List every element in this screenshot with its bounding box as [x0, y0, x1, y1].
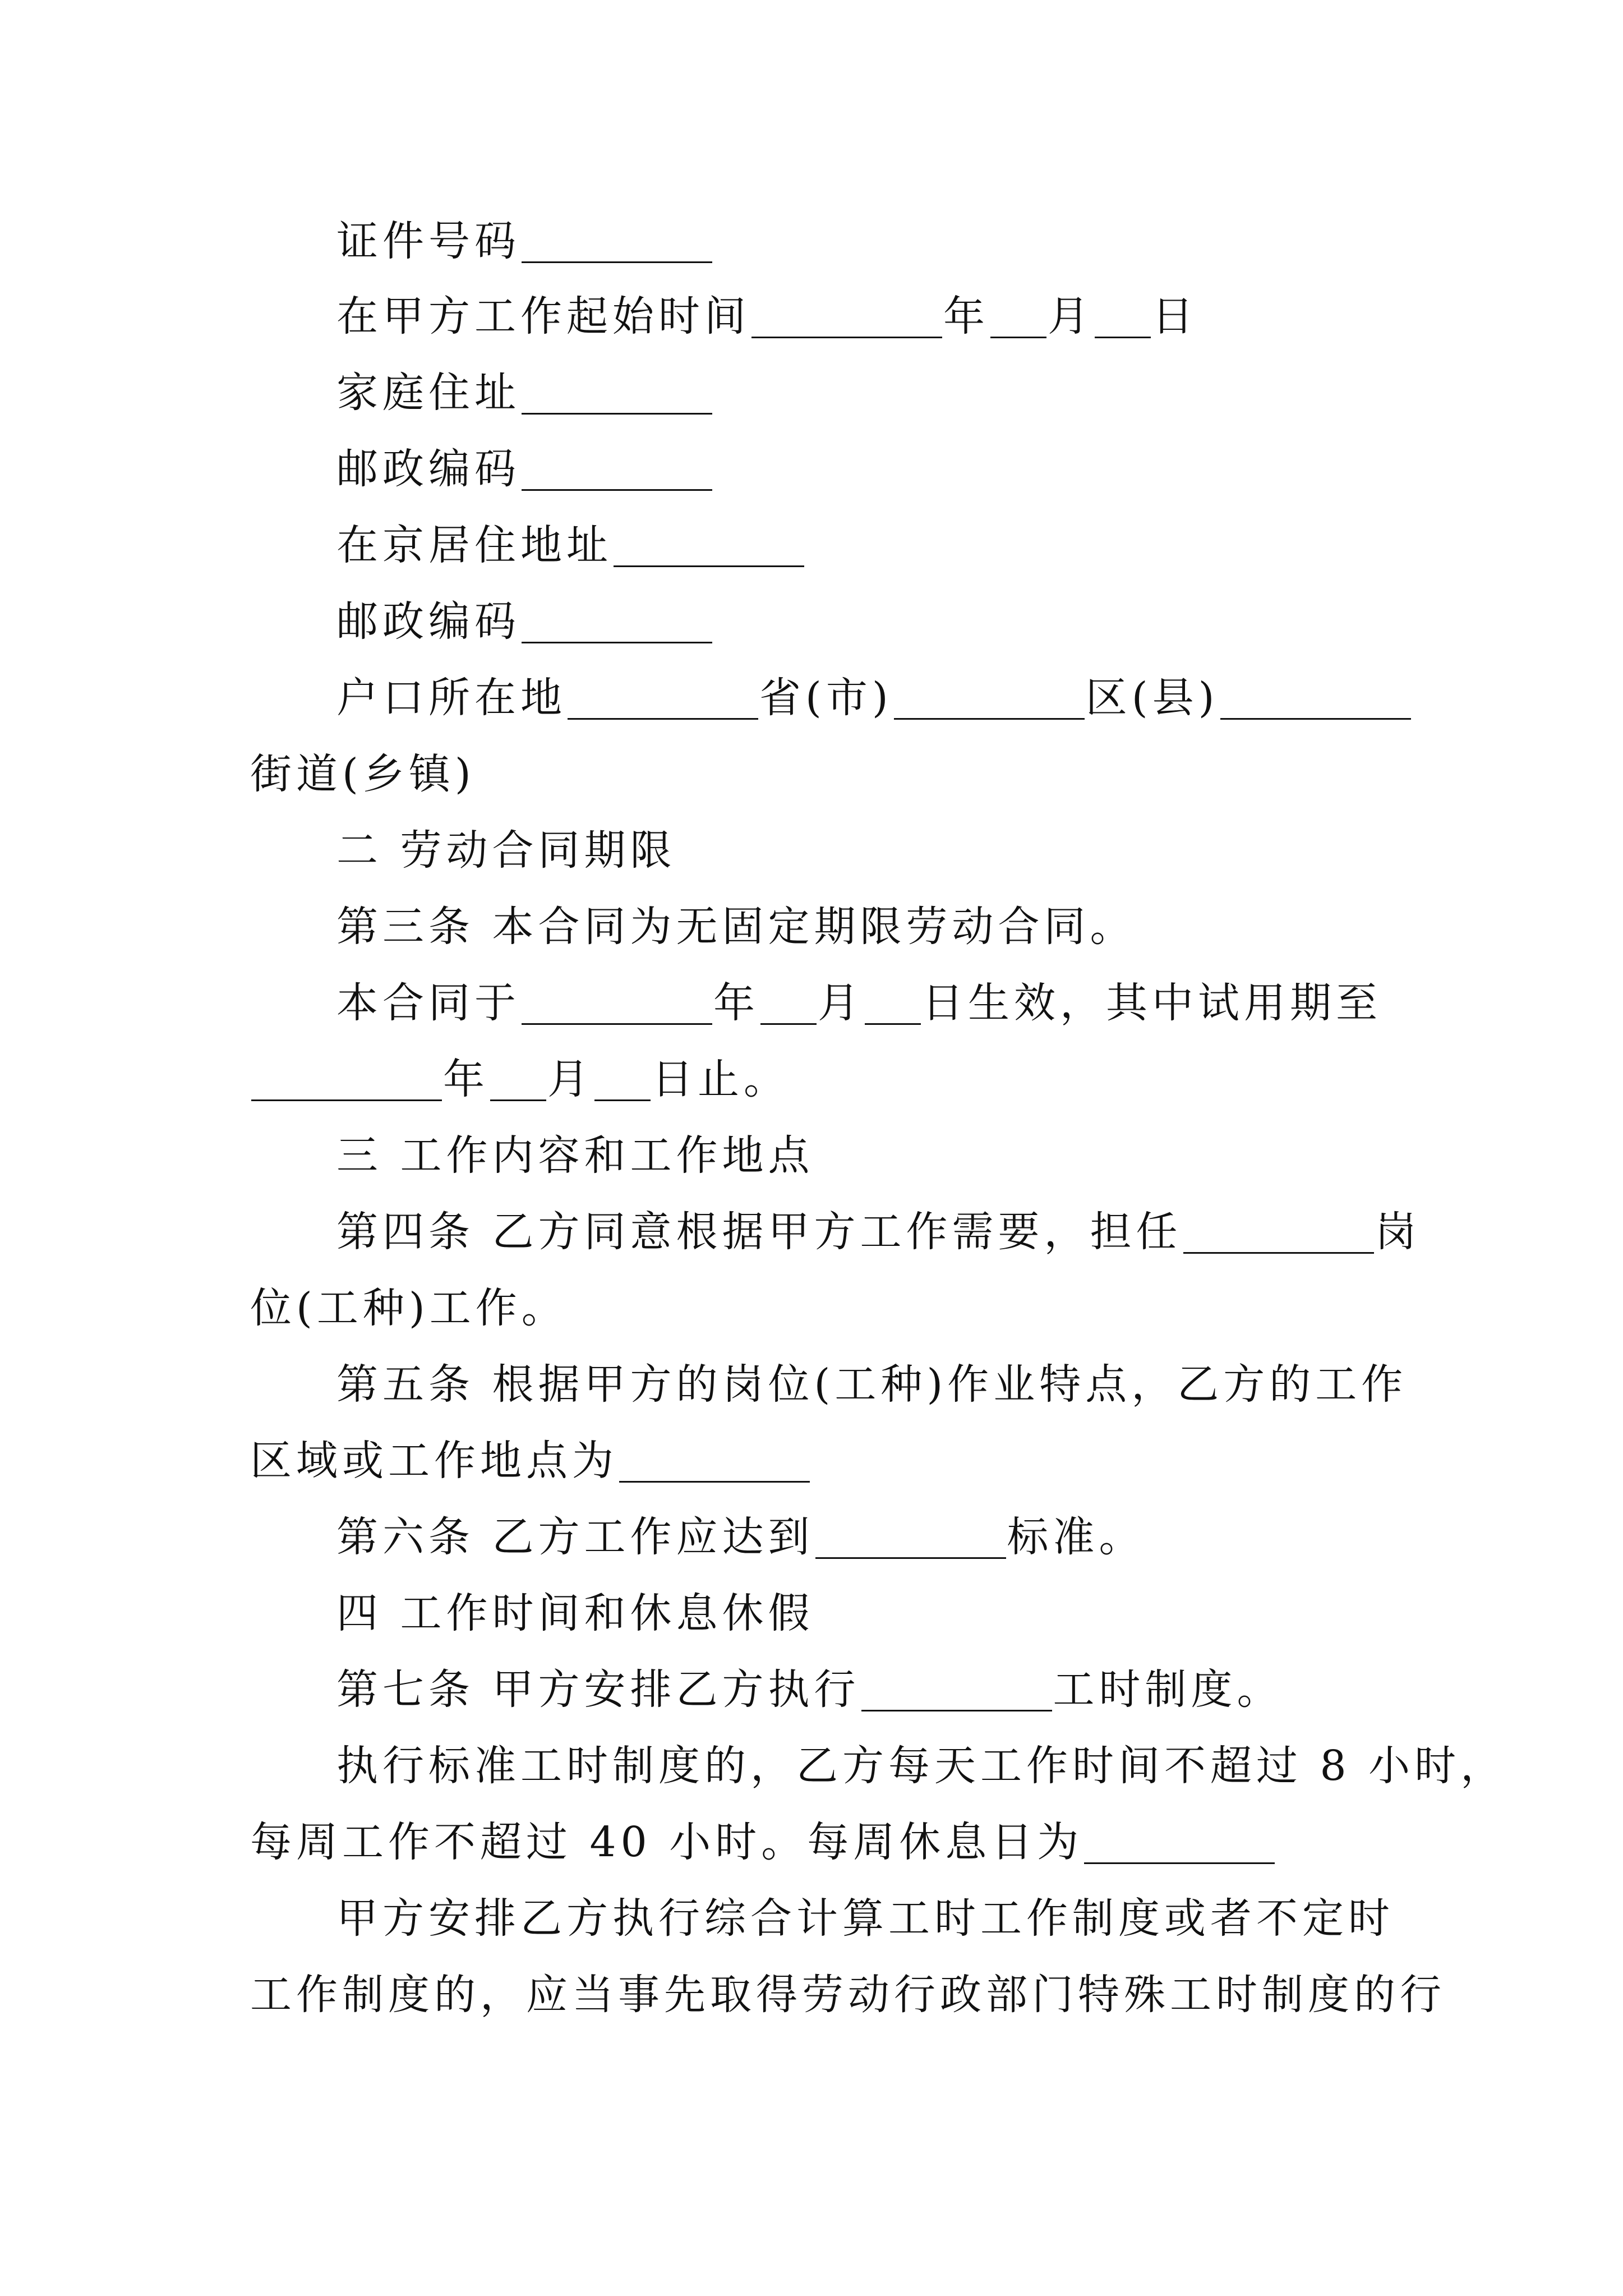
probation-year-label: 年 [443, 1055, 489, 1103]
article-5-cont: 区域或工作地点为 [250, 1437, 618, 1485]
start-date-line [336, 288, 1198, 344]
article-4-cont: 位(工种)工作。 [250, 1284, 568, 1332]
hukou-label: 户口所在地 [336, 674, 566, 722]
section-2-heading: 二 劳动合同期限 [336, 826, 676, 875]
start-day-blank[interactable] [1095, 296, 1151, 338]
hukou-province-blank[interactable] [568, 678, 758, 720]
effective-day-suffix: 日生效，其中试用期至 [922, 979, 1382, 1027]
article-6-prefix: 第六条 乙方工作应达到 [336, 1513, 814, 1561]
start-year-blank[interactable] [751, 296, 942, 338]
article-6-suffix: 标准。 [1007, 1513, 1145, 1561]
probation-year-blank[interactable] [251, 1059, 442, 1101]
postcode-blank-1[interactable] [522, 449, 712, 491]
article-4-line [336, 1204, 1421, 1260]
postcode-label-1: 邮政编码 [336, 445, 520, 493]
section-4-title [336, 1585, 814, 1641]
section-2-title [336, 822, 676, 878]
beijing-address-blank[interactable] [614, 525, 804, 567]
postcode-line-1 [336, 441, 713, 497]
special-hours-line [336, 1890, 1394, 1947]
article-7-line [336, 1662, 1283, 1718]
id-number-label: 证件号码 [336, 217, 520, 265]
home-address-line [336, 365, 713, 421]
section-4-heading: 四 工作时间和休息休假 [336, 1589, 814, 1637]
home-address-label: 家庭住址 [336, 369, 520, 417]
special-hours-text: 甲方安排乙方执行综合计算工时工作制度或者不定时 [336, 1894, 1394, 1943]
hukou-line [336, 670, 1412, 726]
day-label: 日 [1152, 292, 1198, 341]
street-label: 街道(乡镇) [250, 750, 476, 798]
article-7-suffix: 工时制度。 [1053, 1665, 1283, 1714]
beijing-address-label: 在京居住地址 [336, 521, 612, 569]
effective-date-line [336, 975, 1382, 1031]
work-hours-system-blank[interactable] [861, 1669, 1052, 1711]
weekly-hours-text: 每周工作不超过 40 小时。每周休息日为 [250, 1818, 1083, 1866]
article-5-cont-line [250, 1433, 811, 1489]
postcode-blank-2[interactable] [522, 601, 712, 643]
district-label: 区(县) [1085, 674, 1219, 722]
hukou-street-blank[interactable] [1220, 678, 1411, 720]
article-4-prefix: 第四条 乙方同意根据甲方工作需要，担任 [336, 1208, 1182, 1256]
article-7-prefix: 第七条 甲方安排乙方执行 [336, 1665, 860, 1714]
article-3-text: 第三条 本合同为无固定期限劳动合同。 [336, 903, 1136, 951]
probation-end-suffix: 日止。 [652, 1055, 790, 1103]
start-month-blank[interactable] [990, 296, 1046, 338]
probation-day-blank[interactable] [594, 1059, 651, 1101]
effective-month-blank[interactable] [760, 983, 817, 1025]
effective-day-blank[interactable] [865, 983, 921, 1025]
rest-day-blank[interactable] [1084, 1822, 1275, 1864]
postcode-line-2 [336, 593, 713, 650]
id-number-blank[interactable] [522, 221, 712, 263]
beijing-address-line [336, 517, 805, 573]
month-label: 月 [1048, 292, 1094, 341]
effective-year-label: 年 [713, 979, 759, 1027]
year-label: 年 [943, 292, 989, 341]
probation-month-label: 月 [547, 1055, 593, 1103]
article-5-text: 第五条 根据甲方的岗位(工种)作业特点，乙方的工作 [336, 1360, 1408, 1409]
postcode-label-2: 邮政编码 [336, 597, 520, 646]
work-standard-blank[interactable] [815, 1517, 1006, 1559]
special-hours-cont-line [250, 1967, 1446, 2023]
article-4-suffix: 岗 [1375, 1208, 1421, 1256]
article-3-line [336, 899, 1136, 955]
standard-hours-text: 执行标准工时制度的，乙方每天工作时间不超过 8 小时， [336, 1742, 1507, 1790]
section-3-title [336, 1128, 814, 1184]
province-label: 省(市) [759, 674, 893, 722]
article-6-line [336, 1509, 1145, 1565]
effective-prefix: 本合同于 [336, 979, 520, 1027]
weekly-hours-line [250, 1814, 1276, 1870]
effective-month-label: 月 [818, 979, 864, 1027]
probation-month-blank[interactable] [490, 1059, 546, 1101]
home-address-blank[interactable] [522, 372, 712, 415]
article-5-line [336, 1356, 1407, 1412]
effective-year-blank[interactable] [522, 983, 712, 1025]
probation-end-line [250, 1051, 790, 1107]
position-blank[interactable] [1183, 1212, 1374, 1254]
special-hours-cont: 工作制度的，应当事先取得劳动行政部门特殊工时制度的行 [250, 1971, 1446, 2019]
section-3-heading: 三 工作内容和工作地点 [336, 1131, 814, 1180]
hukou-district-blank[interactable] [894, 678, 1085, 720]
work-location-blank[interactable] [619, 1441, 810, 1483]
street-line [250, 746, 476, 802]
article-4-cont-line [250, 1280, 568, 1336]
standard-hours-line [336, 1738, 1506, 1794]
id-number-line [336, 213, 713, 269]
start-date-label: 在甲方工作起始时间 [336, 292, 750, 341]
